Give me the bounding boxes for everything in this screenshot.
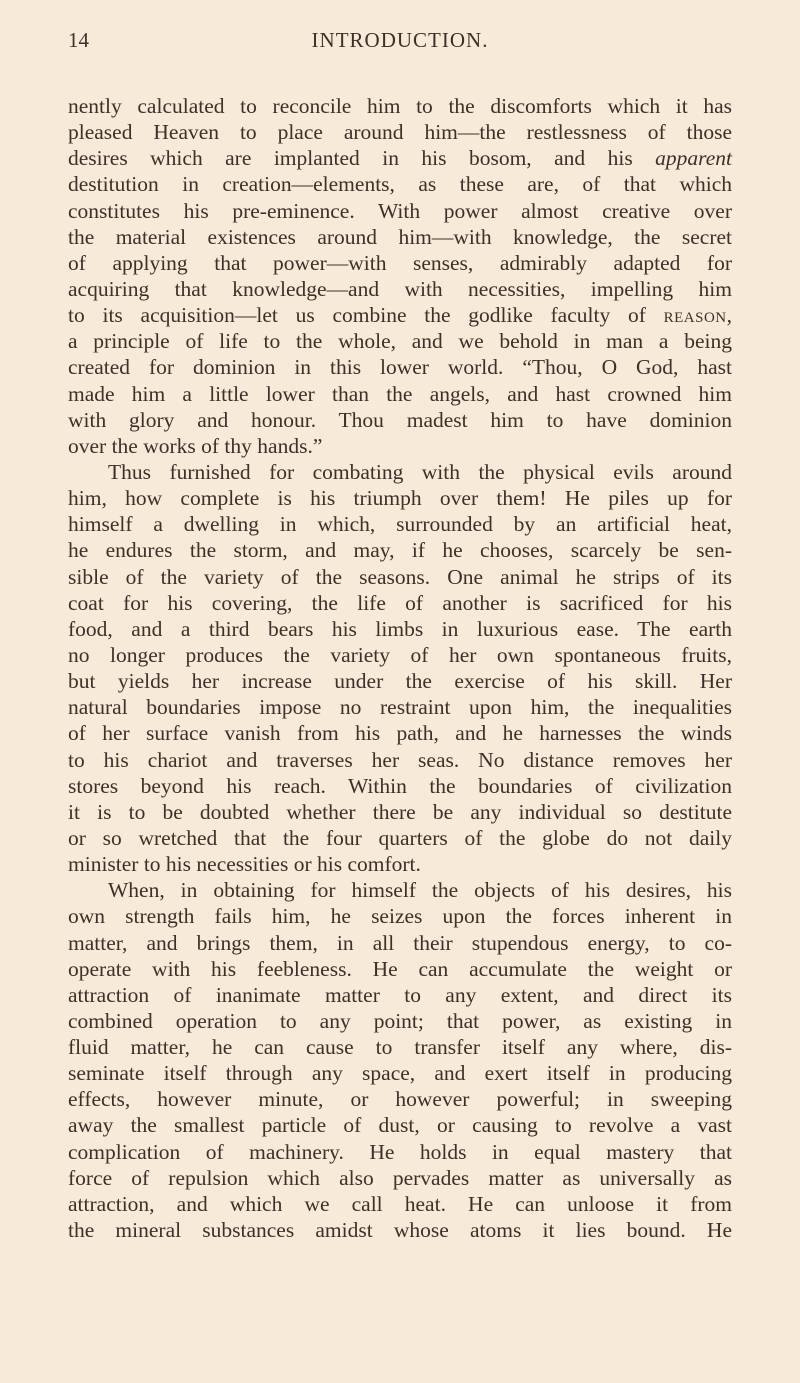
text-segment: attraction of inanimate matter to any extent, and direct its — [68, 982, 732, 1007]
text-line — [68, 328, 732, 354]
text-line — [68, 381, 732, 407]
text-segment: away the smallest particle of dust, or causing to revolve a vast — [68, 1113, 732, 1138]
text-segment: it is to be doubted whether there be any individual so destitute — [68, 799, 732, 824]
text-line — [68, 1034, 732, 1060]
text-line — [68, 433, 732, 459]
text-line — [68, 1086, 732, 1112]
text-segment: but yields her increase under the exercise of his skill. Her — [68, 669, 732, 694]
text-segment: seminate itself through any space, and exert itself in producing — [68, 1061, 732, 1086]
text-segment: minister to his necessities or his comfort. — [68, 852, 421, 877]
text-segment: with glory and honour. Thou madest him to have dominion — [68, 407, 732, 432]
text-line — [68, 93, 732, 119]
text-line — [68, 1060, 732, 1086]
page-header — [68, 28, 732, 56]
text-segment: destitution in creation—elements, as these are, of that which — [68, 172, 732, 197]
text-segment: attraction, and which we call heat. He can unloose it from — [68, 1191, 732, 1216]
paragraph — [68, 877, 732, 1243]
text-line — [68, 799, 732, 825]
text-segment: , — [726, 303, 732, 328]
text-segment: fluid matter, he can cause to transfer itself any where, dis- — [68, 1035, 732, 1060]
text-segment: acquiring that knowledge—and with necessities, impelling him — [68, 276, 732, 301]
running-title: INTRODUCTION. — [311, 28, 489, 52]
text-line — [68, 930, 732, 956]
text-segment: stores beyond his reach. Within the boundaries of civilization — [68, 773, 732, 798]
text-line — [68, 250, 732, 276]
text-line — [68, 903, 732, 929]
text-line — [68, 302, 732, 328]
text-line — [68, 642, 732, 668]
text-line — [68, 982, 732, 1008]
text-segment: of applying that power—with senses, admirably adapted for — [68, 250, 732, 275]
text-line — [68, 459, 732, 485]
text-segment: the mineral substances amidst whose atoms it lies bound. He — [68, 1218, 732, 1243]
text-segment: he endures the storm, and may, if he chooses, scarcely be sen- — [68, 538, 732, 563]
text-segment: force of repulsion which also pervades matter as universally as — [68, 1165, 732, 1190]
text-segment: coat for his covering, the life of another is sacrificed for his — [68, 590, 732, 615]
text-segment: him, how complete is his triumph over them! He piles up for — [68, 486, 732, 511]
text-segment: the material existences around him—with knowledge, the secret — [68, 224, 732, 249]
text-segment: of her surface vanish from his path, and he harnesses the winds — [68, 721, 732, 746]
text-segment: to its acquisition—let us combine the godlike faculty of — [68, 303, 664, 328]
text-line — [68, 720, 732, 746]
text-line — [68, 694, 732, 720]
text-line — [68, 1217, 732, 1243]
text-line — [68, 1191, 732, 1217]
text-line — [68, 354, 732, 380]
text-line — [68, 537, 732, 563]
text-segment: Thus furnished for combating with the physical evils around — [108, 459, 732, 484]
text-segment: natural boundaries impose no restraint upon him, the inequalities — [68, 695, 732, 720]
italic-text: apparent — [655, 146, 732, 171]
text-line — [68, 485, 732, 511]
paragraph — [68, 93, 732, 459]
text-line — [68, 616, 732, 642]
text-line — [68, 956, 732, 982]
text-segment: over the works of thy hands.” — [68, 433, 323, 458]
text-line — [68, 171, 732, 197]
text-segment: or so wretched that the four quarters of the globe do not daily — [68, 825, 732, 850]
text-line — [68, 119, 732, 145]
page-number: 14 — [68, 28, 89, 52]
text-line — [68, 276, 732, 302]
text-segment: created for dominion in this lower world. “Thou, O God, hast — [68, 355, 732, 380]
text-segment: pleased Heaven to place around him—the restlessness of those — [68, 120, 732, 145]
text-segment: made him a little lower than the angels, and hast crowned him — [68, 381, 732, 406]
text-line — [68, 825, 732, 851]
text-segment: complication of machinery. He holds in equal mastery that — [68, 1139, 732, 1164]
text-segment: operate with his feebleness. He can accumulate the weight or — [68, 956, 732, 981]
text-line — [68, 668, 732, 694]
text-line — [68, 564, 732, 590]
text-segment: food, and a third bears his limbs in luxurious ease. The earth — [68, 616, 732, 641]
text-segment: to his chariot and traverses her seas. No distance removes her — [68, 747, 732, 772]
text-line — [68, 877, 732, 903]
text-segment: When, in obtaining for himself the objects of his desires, his — [108, 878, 732, 903]
text-segment: desires which are implanted in his bosom, and his — [68, 146, 656, 171]
text-segment: constitutes his pre-eminence. With power almost creative over — [68, 198, 732, 223]
text-segment: own strength fails him, he seizes upon the forces inherent in — [68, 904, 732, 929]
paragraph — [68, 459, 732, 877]
text-line — [68, 851, 732, 877]
text-segment: sible of the variety of the seasons. One animal he strips of its — [68, 564, 732, 589]
text-segment: a principle of life to the whole, and we behold in man a being — [68, 329, 732, 354]
text-segment: nently calculated to reconcile him to the discomforts which it has — [68, 94, 732, 118]
text-line — [68, 198, 732, 224]
text-segment: effects, however minute, or however powerful; in sweeping — [68, 1087, 732, 1112]
text-line — [68, 511, 732, 537]
text-line — [68, 1139, 732, 1165]
text-segment: combined operation to any point; that power, as existing in — [68, 1008, 732, 1033]
text-line — [68, 747, 732, 773]
text-line — [68, 407, 732, 433]
text-line — [68, 1008, 732, 1034]
text-segment: no longer produces the variety of her own spontaneous fruits, — [68, 642, 732, 667]
text-line — [68, 224, 732, 250]
text-segment: matter, and brings them, in all their stupendous energy, to co- — [68, 930, 732, 955]
small-caps-text: reason — [663, 303, 727, 328]
text-line — [68, 590, 732, 616]
text-line — [68, 1112, 732, 1138]
text-segment: himself a dwelling in which, surrounded by an artificial heat, — [68, 512, 732, 537]
text-line — [68, 773, 732, 799]
body-text — [68, 93, 732, 1243]
text-line — [68, 145, 732, 171]
text-line — [68, 1165, 732, 1191]
